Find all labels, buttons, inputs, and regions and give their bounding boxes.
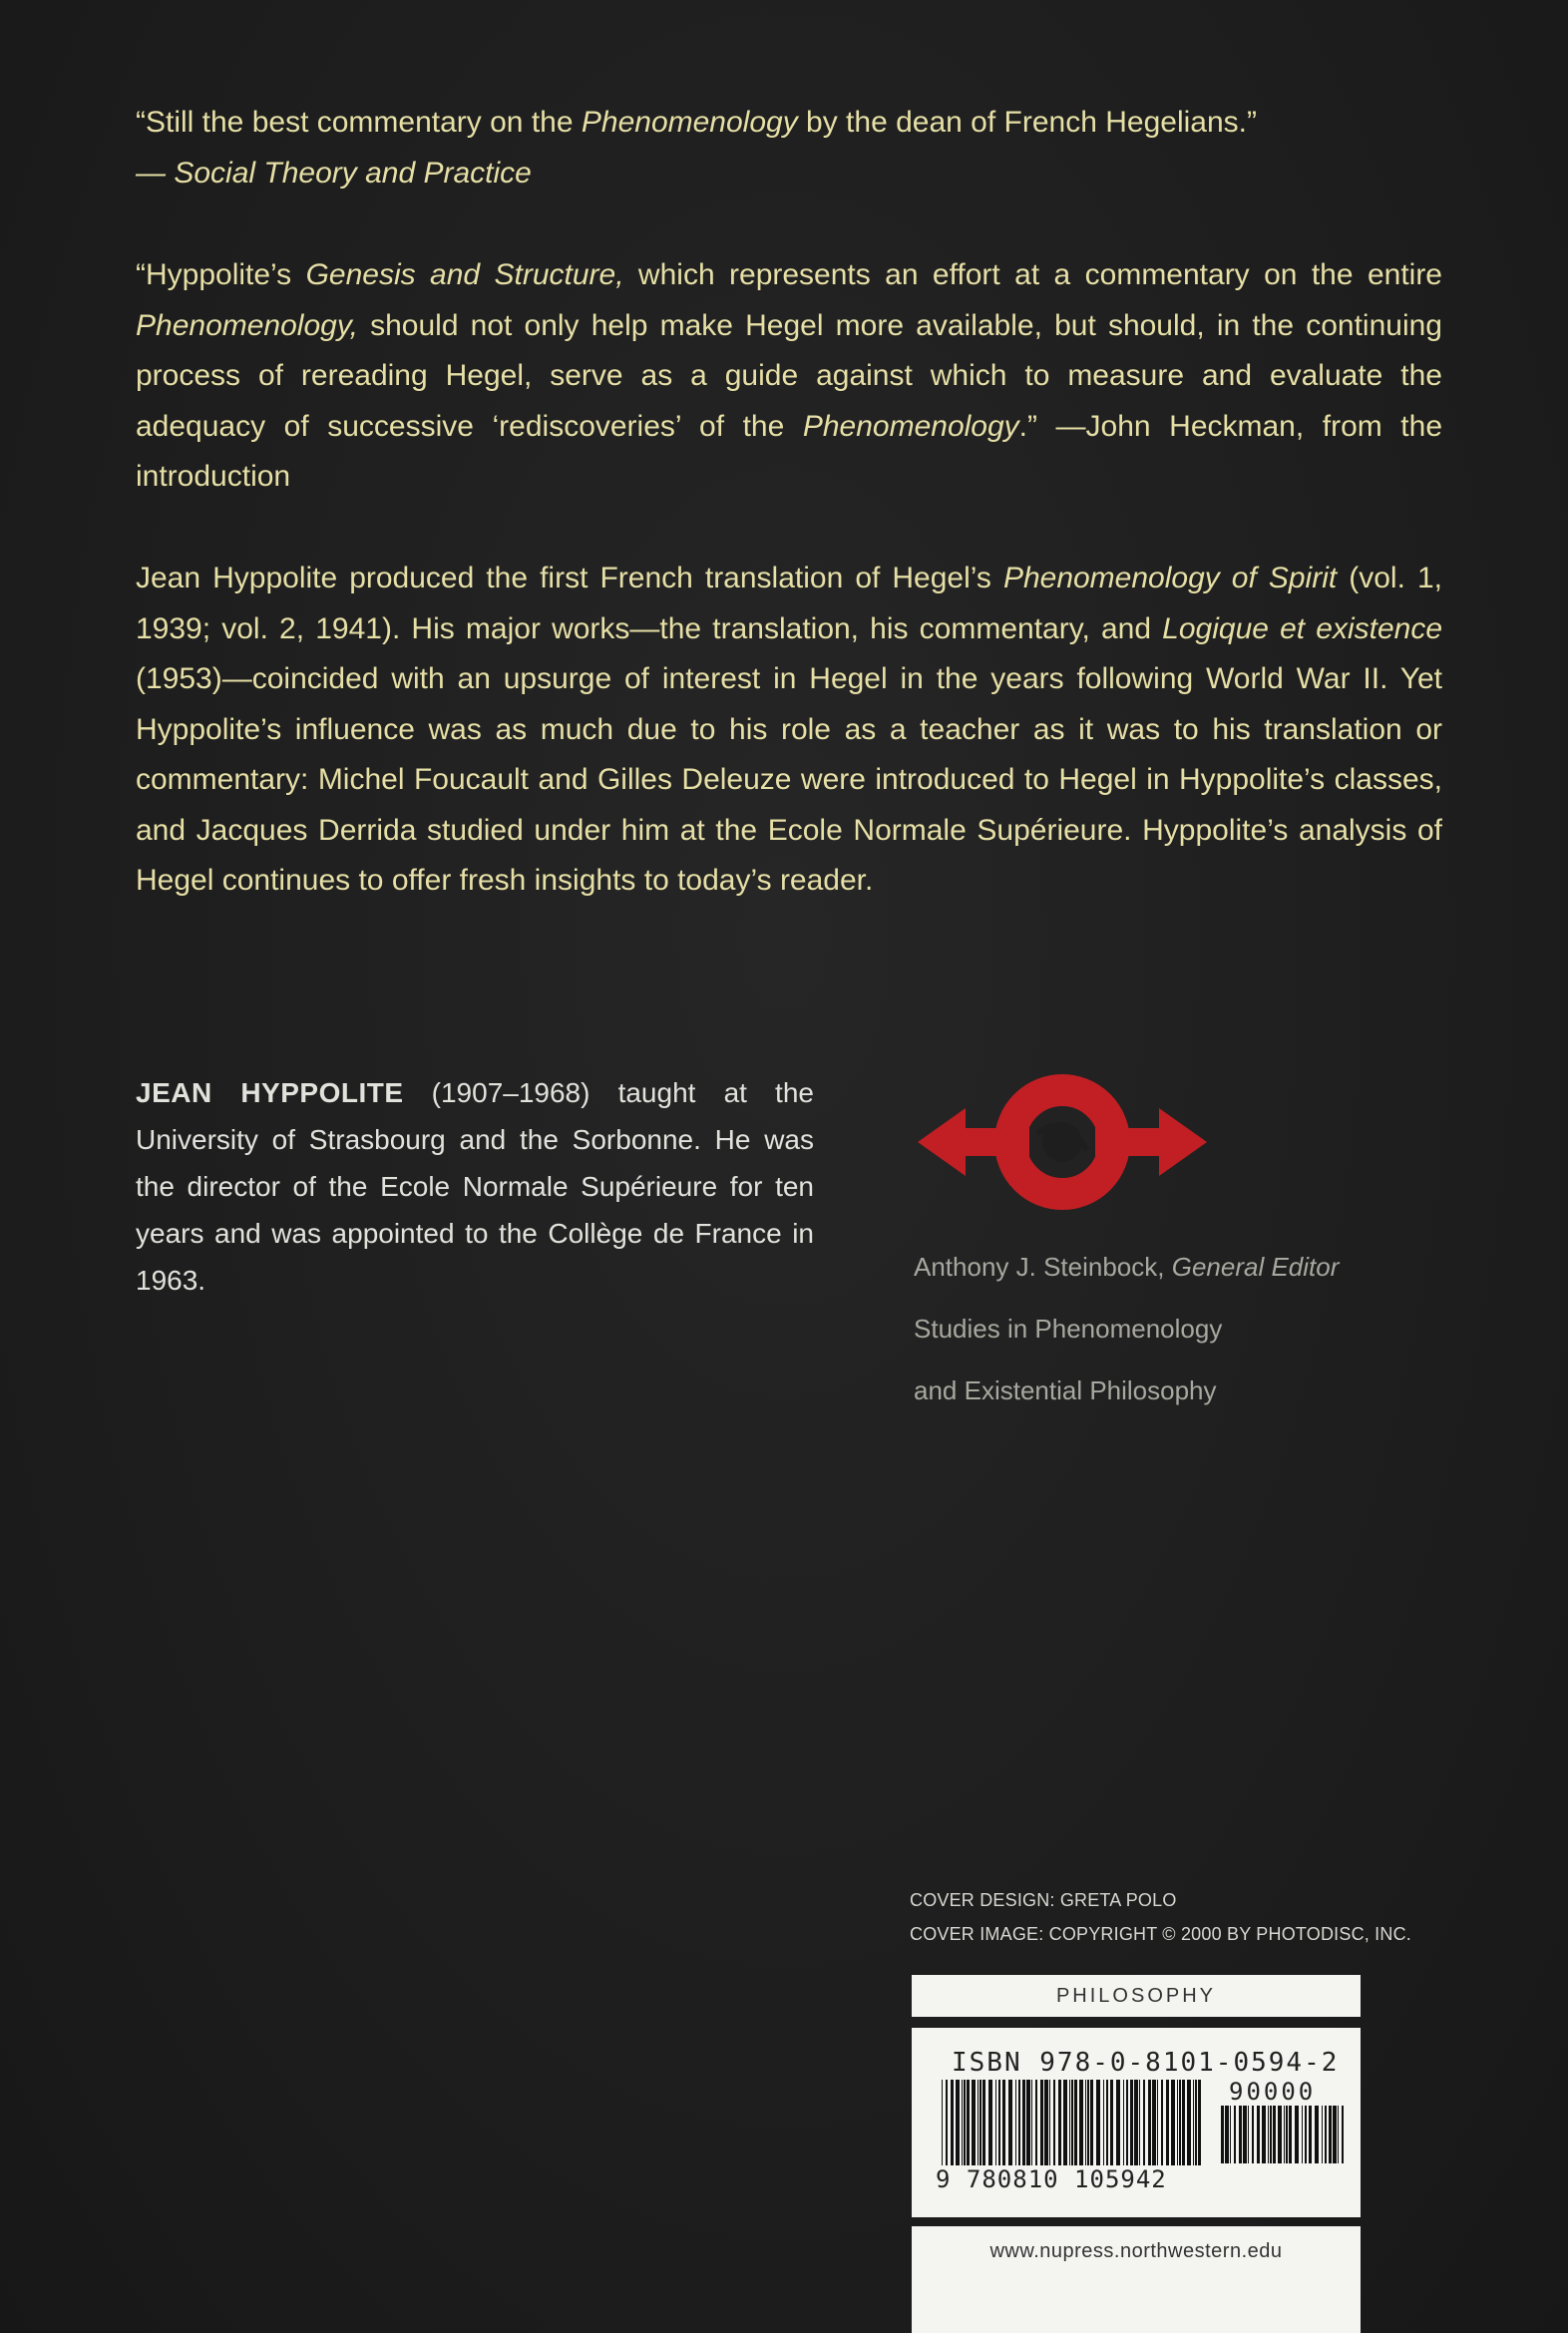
quote-text: “Still the best commentary on the [136,106,582,139]
ean-digits: 9 780810 105942 [936,2165,1167,2193]
barcode-bar [1309,2106,1312,2163]
quote-source: .” —John Heckman, from the introduction [136,409,1443,493]
barcode-bar [972,2080,976,2165]
category-label: PHILOSOPHY [1055,1985,1217,2007]
barcode-bar [1257,2106,1260,2163]
barcode-bar [1018,2080,1020,2165]
barcode-bar [1273,2106,1276,2163]
barcode-bar [1270,2106,1272,2163]
about-text: (1953)—coincided with an upsurge of interest in Hegel in the years following World War II. Yet Hyppolite’s influence was as much due to his role as a teacher as it was to his translation or commentary: Michel Foucault and Gilles Deleuze were introduced to Hegel in Hyppolite’s classes, and Jacques Derrida studied under him at the Ecole Normale Supérieure. Hyppolite’s analysis of Hegel continues to offer fresh insights to today’s reader. [136,662,1442,897]
editor-role: General Editor [1171,1252,1340,1282]
barcode-bar [1026,2080,1030,2165]
barcode-bar [1022,2080,1025,2165]
quote-source: — Social Theory and Practice [136,156,532,190]
barcode-bar [1152,2080,1156,2165]
barcode-bar [1015,2080,1016,2165]
barcode-bar [1195,2080,1197,2165]
barcode-bar [946,2080,948,2179]
barcode-bar [1302,2106,1303,2163]
quote-title: Genesis and Structure, [305,258,624,291]
barcode-bar [1040,2080,1043,2165]
barcode-bar [1087,2080,1089,2165]
barcode-bar [1325,2106,1327,2163]
barcode-bar [942,2080,943,2179]
barcode-bar [1053,2080,1055,2165]
barcode-bar [1031,2080,1032,2165]
barcode-bar [951,2080,954,2165]
barcode-bar [1143,2080,1145,2165]
author-name: JEAN HYPPOLITE [136,1077,404,1108]
cover-design-credit: COVER DESIGN: GRETA POLO [910,1890,1177,1910]
barcode-bar [995,2080,996,2165]
barcode-bar [1071,2080,1073,2165]
barcode-bar [1130,2080,1133,2165]
barcode-bar [1116,2080,1120,2165]
barcode-bar [1166,2080,1169,2165]
barcode-bar [982,2080,985,2165]
barcode-bar [1278,2106,1282,2163]
barcode-bar [978,2080,979,2165]
barcode-bar [980,2080,981,2165]
cover-image-credit: COVER IMAGE: COPYRIGHT © 2000 BY PHOTODISC, INC. [910,1924,1411,1944]
barcode-bar [956,2080,960,2165]
barcode-bar [1177,2080,1178,2165]
barcode-bar [1106,2080,1108,2165]
barcode-bar [1329,2106,1332,2163]
barcode-bar [1248,2106,1249,2163]
barcode-bar [1058,2080,1061,2165]
barcode-bar [1225,2106,1229,2163]
publisher-url: www.nupress.northwestern.edu [989,2240,1283,2262]
quote-text: which represents an effort at a commentary on the entire [623,258,1442,291]
barcode-bar [1322,2106,1323,2163]
praise-quote-1 [136,98,1442,198]
barcode-bar [1252,2106,1254,2163]
barcode-bar [1262,2106,1266,2163]
series-logo-icon [918,1072,1207,1212]
praise-quote-2 [136,250,1442,503]
category-box [912,1975,1361,2017]
barcode-bar [1035,2080,1037,2165]
barcode-bar [964,2080,966,2165]
quote-title: Phenomenology, [136,308,358,342]
barcode-bar [1193,2080,1194,2165]
barcode-bar [962,2080,963,2165]
barcode-box [912,2028,1361,2217]
series-editor [914,1252,1472,1283]
barcode-bar [1243,2106,1247,2163]
quote-text: “Hyppolite’s [136,258,306,291]
price-code: 90000 [1229,2078,1317,2106]
barcode-bar [1179,2080,1181,2165]
barcode-bar [1286,2106,1288,2163]
barcode-bar [1096,2080,1100,2165]
barcode-bar [1157,2080,1158,2165]
barcode-bar [1161,2080,1163,2165]
about-paragraph [136,554,1442,907]
about-title: Logique et existence [1162,611,1442,645]
barcode-bar [1305,2106,1307,2163]
barcode-bar [1008,2080,1012,2165]
series-title-line-1: Studies in Phenomenology [914,1314,1223,1344]
barcode-bar [1295,2106,1299,2163]
url-box [912,2226,1361,2333]
quote-title: Phenomenology [802,409,1019,443]
barcode-bar [1002,2080,1005,2165]
barcode-bar [1234,2106,1236,2163]
barcode-bar [1069,2080,1070,2165]
barcode-bar [1126,2080,1128,2165]
barcode-bar [1230,2106,1231,2163]
barcode-bar [1049,2080,1050,2165]
about-text: (vol. 1, 1939; vol. 2, 1941). His major works—the translation, his commentary, and [136,562,1442,645]
about-text: Jean Hyppolite produced the first French translation of Hegel’s [136,562,1003,594]
barcode-bar [1187,2080,1191,2165]
series-title-line-2: and Existential Philosophy [914,1375,1217,1405]
author-bio [136,1069,814,1304]
editor-name: Anthony J. Steinbock, [914,1252,1172,1282]
barcode-bar [1123,2080,1124,2165]
barcode-bar [1198,2080,1201,2165]
barcode-bar [1063,2080,1067,2165]
barcode-bar [998,2080,1000,2165]
barcode-bar [1085,2080,1086,2165]
barcode-bar [1338,2106,1339,2163]
barcode-bar [1134,2080,1138,2165]
addon-barcode [1219,2106,1349,2177]
about-title: Phenomenology of Spirit [1002,562,1338,594]
barcode-bar [1074,2080,1077,2179]
barcode-bar [1315,2106,1319,2163]
quote-text: should not only help make Hegel more available, but should, in the continuing process of rereading Hegel, serve as a guide against which to measure and evaluate the adequacy of successive ‘rediscoveries’ of the [136,308,1442,443]
barcode-bar [1284,2106,1285,2163]
barcode-bar [1103,2080,1104,2165]
barcode-bar [988,2080,992,2165]
barcode-bar [1148,2080,1151,2165]
ean-barcode [940,2080,1207,2179]
barcode-bar [1079,2080,1083,2179]
barcode-bar [1171,2080,1175,2165]
barcode-bar [1139,2080,1140,2165]
barcode-bar [1342,2106,1344,2163]
barcode-bar [1090,2080,1093,2165]
barcode-bar [1239,2106,1242,2163]
barcode-bar [1268,2106,1269,2163]
barcode-bar [967,2080,970,2165]
barcode-bar [1289,2106,1292,2163]
bio-text: (1907–1968) taught at the University of Strasbourg and the Sorbonne. He was the director of the Ecole Normale Supérieure for ten years and was appointed to the Collège de France in 1963. [136,1077,814,1296]
barcode-bar [1333,2106,1337,2163]
quote-title: Phenomenology [581,106,798,139]
quote-text: by the dean of French Hegelians.” [797,106,1257,139]
barcode-bar [1044,2080,1048,2165]
barcode-bar [1182,2080,1185,2165]
barcode-bar [1110,2080,1113,2165]
barcode-bar [1221,2106,1224,2163]
isbn-text: ISBN 978-0-8101-0594-2 [952,2048,1340,2078]
